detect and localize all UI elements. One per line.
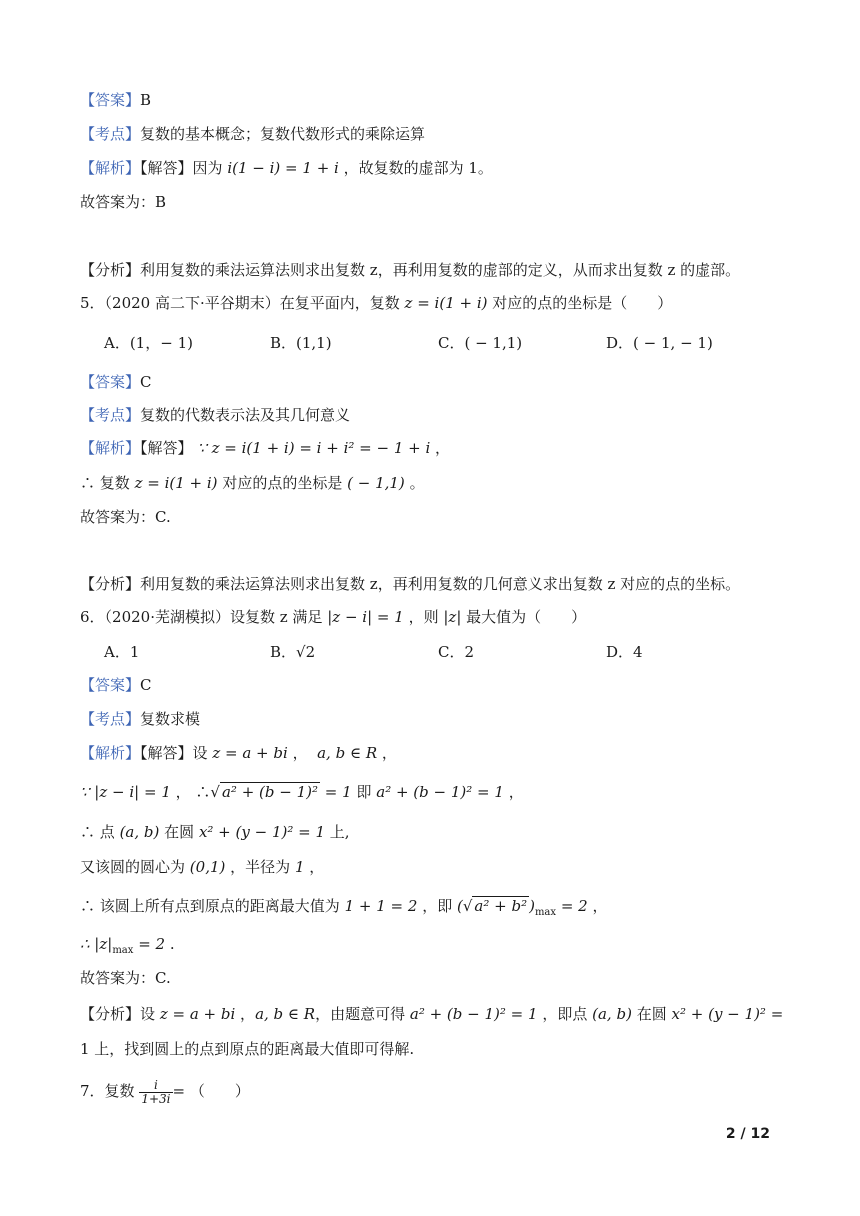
q5-analysis-line: 【解析】【解答】 ∵ z = i(1 + i) = i + i² = − 1 + i ， [80, 439, 451, 457]
q5-fenxi: 【分析】利用复数的乘法运算法则求出复数 z，再利用复数的几何意义求出复数 z 对应的点的坐标。 [80, 575, 741, 593]
q5-conclusion: 故答案为：C. [80, 508, 171, 526]
q5-option-d: D．( − 1, − 1) [606, 334, 713, 352]
q6-analysis-line-5: ∴ 该圆上所有点到原点的距离最大值为 1 + 1 = 2 ，即 (√ a² + b² )$_{max} = 2$ ， [80, 897, 608, 918]
q4-fenxi: 【分析】利用复数的乘法运算法则求出复数 z，再利用复数的虚部的定义，从而求出复数 z 的虚部。 [80, 261, 741, 279]
q6-option-a: A．1 [104, 643, 140, 661]
q6-analysis-line-2: ∵ |z − i| = 1 ， ∴√ a² + (b − 1)² = 1 即 a² + (b − 1)² = 1 ， [80, 783, 524, 801]
q4-conclusion: 故答案为：B [80, 193, 167, 211]
q6-option-b: B．√2 [270, 643, 316, 661]
page-number: 2 / 12 [725, 1126, 770, 1142]
q7-stem: 7．复数 $\frac{i}{1+3i}$ = （ ） [80, 1077, 250, 1106]
q6-fenxi-line-1: 【分析】设 z = a + bi ，a, b ∈ R，由题意可得 a² + (b − 1)² = 1 ，即点 (a, b) 在圆 x² + (y − 1)² = [80, 1005, 784, 1023]
q5-analysis-line-2: ∴ 复数 z = i(1 + i) 对应的点的坐标是 ( − 1,1) 。 [80, 474, 425, 492]
q6-stem: 6．（2020·芜湖模拟）设复数 z 满足 |z − i| = 1 ，则 |z| 最大值为（ ） [80, 608, 587, 626]
q5-answer-line: 【答案】C [80, 373, 152, 391]
q5-stem: 5．（2020 高二下·平谷期末）在复平面内，复数 z = i(1 + i) 对应的点的坐标是（ ） [80, 294, 673, 312]
q6-analysis-line-6: ∴ $|z|_{max} = 2$ . [80, 935, 175, 956]
q4-answer-line: 【答案】B [80, 91, 152, 109]
q6-option-d: D．4 [606, 643, 643, 661]
q6-analysis-line-3: ∴ 点 (a, b) 在圆 x² + (y − 1)² = 1 上, [80, 823, 350, 841]
q6-analysis-line-1: 【解析】【解答】设 z = a + bi ， a, b ∈ R ， [80, 744, 397, 762]
q6-analysis-line-4: 又该圆的圆心为 (0,1) ，半径为 1 ， [80, 858, 325, 876]
q4-point-line: 【考点】复数的基本概念；复数代数形式的乘除运算 [80, 125, 426, 143]
q6-answer-line: 【答案】C [80, 676, 152, 694]
q7-fraction: $\frac{i}{1+3i}$ [141, 1077, 171, 1106]
q5-option-b: B．(1,1) [270, 334, 332, 352]
q5-option-c: C．( − 1,1) [438, 334, 523, 352]
q4-analysis-line: 【解析】【解答】因为 i(1 − i) = 1 + i ，故复数的虚部为 1。 [80, 159, 493, 177]
q6-fenxi-line-2: 1 上，找到圆上的点到原点的距离最大值即可得解. [80, 1040, 415, 1058]
q6-conclusion: 故答案为：C. [80, 969, 171, 987]
q5-point-line: 【考点】复数的代数表示法及其几何意义 [80, 406, 351, 424]
q6-point-line: 【考点】复数求模 [80, 710, 201, 728]
q5-option-a: A．(1，− 1) [104, 334, 193, 352]
q6-option-c: C．2 [438, 643, 475, 661]
